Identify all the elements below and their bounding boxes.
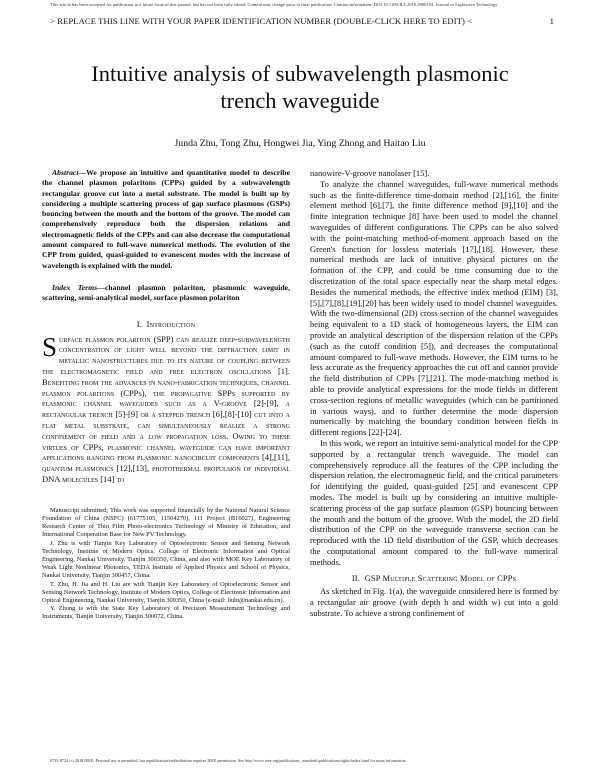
index-terms-lead: Index Terms [52,282,98,292]
intro-paragraph [42,331,290,485]
intro-text: urface plasmon polariton (SPP) can realize deep-subwavelength concentration of light well beyond the diffraction limit in metallic nanostructures due to its nature of coupling between the electromagnetic field and free electron oscillations [1]. Benefiting from the advances in nano-fabrication techniques, channel plasmon polaritons (CPPs), the propagative SPPs supported by plasmonic channel waveguides such as a V-groove [2]-[9], a rectangular trench [5]-[9] or a stepped trench [6],[8]-[10] cut into a flat metal substrate, can simultaneously realize a strong confinement of field and a low propagation loss. Owing to these virtues of CPPs, plasmonic channel waveguide can have important applications ranging from plasmonic nanocircuit components [4],[11], quantum plasmonics [12],[13], photothermal propulsion of individual DNA molecules [14] to [42,333,290,484]
paragraph-waveguide-sketch: As sketched in Fig. 1(a), the waveguide considered here is formed by a rectangular air groove (with depth h and width w) cut into a gold substrate. To achieve a strong confinement of [310,586,558,619]
abstract [42,168,290,271]
index-terms-text: —channel plasmon polariton, plasmonic waveguide, scattering, semi-analytical model, surface plasmon polariton [42,282,290,303]
drop-cap: S [42,331,58,362]
copyright-footer: 0733-8724 (c) 2018 IEEE. Personal use is permitted, but republication/redistribution requires IEEE permission. See http://www.ieee.org/publications_standards/publications/rights/index.html for more information. [50,758,407,763]
journal-acceptance-note: This article has been accepted for publication in a future issue of this journal, but has not been fully edited. Content may change prior to final publication. Citation information: DOI 10.1109/JLT.2019.2900103, Journal of Lightwave Technology [50,2,498,7]
left-column [42,168,290,622]
footnote-affiliation-zhong: Y. Zhong is with the State Key Laboratory of Precision Measurement Technology and Instruments, Tianjin University, Tianjin 300072, China. [42,605,290,621]
section-heading-introduction: I. Introduction [136,319,196,329]
footnote-affiliation-zhu: J. Zhu is with Tianjin Key Laboratory of Optoelectronic Sensor and Sensing Network Technology, Institute of Modern Optics, College of Electronic Information and Optical Engineering, Nankai University, Tianjin 300350, China, and also with MOE Key Laboratory of Weak Light Nonlinear Photonics, TEDA Institute of Applied Physics and School of Physics, Nankai University, Tianjin 300457, China. [42,539,290,580]
right-column [310,168,558,619]
abstract-text: —We propose an intuitive and quantitative model to describe the channel plasmon polaritons (CPPs) guided by a subwavelength rectangular groove cut into a metal substrate. The model is built up by considering a multiple scattering process of gap surface plasmons (GSPs) bouncing between the mouth and the bottom of the groove. The model can comprehensively reproduce both the dispersion relations and electromagnetic fields of the CPPs and can also decrease the computational amount compared to full-wave numerical methods. The evolution of the CPP from guided, quasi-guided to evanescent modes with the increase of wavelength is explained with the model. [42,168,290,270]
header-text: > REPLACE THIS LINE WITH YOUR PAPER IDENTIFICATION NUMBER (DOUBLE-CLICK HERE TO EDIT) < [50,16,473,26]
page-number: 1 [549,16,554,26]
continued-line: nanowire-V-groove nanolaser [15]. [310,168,430,178]
section-heading-gsp-model: II. GSP Multiple Scattering Model of CPPs [351,574,517,584]
paragraph-this-work: In this work, we report an intuitive semi-analytical model for the CPP supported by a rectangular trench waveguide. The model can comprehensively reproduce all the features of the CPP including the dispersion relation, the electromagnetic field, and the critical parameters for identifying the guided, quasi-guided [25] and evanescent CPP modes. The model is built up by considering an intuitive multiple-scattering process of the gap surface plasmon (GSP) bouncing between the mouth and the bottom of the groove. With the model, the 2D field distribution of the CPP on the waveguide transverse section can be reproduced with the 1D field distribution of the GSP, which decreases the computational amount compared to the full-wave numerical methods. [310,437,558,567]
paragraph-numerical-methods: To analyze the channel waveguides, full-wave numerical methods such as the finite-difference time-domain method [2],[16], the finite element method [6],[7], the finite difference method [9],[10] and the finite integration technique [8] have been used to model the channel waveguides of different configurations. The CPPs can be also solved with the point-matching method-of-moment approach based on the Green's function for lossless materials [17],[18]. However, these numerical methods are lack of intuitive physical pictures on the formation of the CPP, and could be time consuming due to the discretization of the total space especially near the sharp metal edges. Besides the numerical methods, the effective index method (EIM) [3],[5],[7],[8],[19],[20] has been widely used to model channel waveguides. With the two-dimensional (2D) cross section of the channel waveguides being equivalent to a 1D stack of homogeneous layers, the EIM can provide an analytical description of the dispersion relation of the CPPs (such as the cutoff condition [5]), and decreases the computational amount compared to full-wave methods. However, the EIM turns to be less accurate as the frequency approaches the cut off and cannot provide the field distribution of CPPs [7],[21]. The mode-matching method is able to provide analytical expressions for the mode fields in different cross-section regions of metallic waveguides (which can be partitioned in various ways), and to further determine the mode dispersion numerically by matching the boundary condition between fields in different regions [22]-[24]. [310,178,558,438]
author-list: Junda Zhu, Tong Zhu, Hongwei Jia, Ying Zhong and Haitao Liu [174,138,426,149]
footnotes [42,507,290,622]
title-line-1: Intuitive analysis of subwavelength plasmonic [91,61,509,86]
paper-title [40,60,560,114]
footnote-funding: Manuscript submitted; This work was supported financially by the National Natural Science Foundation of China (NSFC) (61775105, 11504270), 111 Project (B16027), Engineering Research Center of Thin Film Photo-electronics Technology of Ministry of Education, and International Cooperation Base for New PV Technology. [42,506,290,539]
running-header [50,16,560,26]
abstract-lead: Abstract [52,168,79,177]
title-line-2: trench waveguide [220,88,380,113]
index-terms [42,283,290,304]
footnote-affiliation-liu: T. Zhu, H. Jia and H. Liu are with Tianjin Key Laboratory of Optoelectronic Sensor and Sensing Network Technology, Institute of Modern Optics, College of Electronic Information and Optical Engineering, Nankai University, Tianjin 300350, China (e-mail: liuht@nankai.edu.cn). [42,580,290,604]
